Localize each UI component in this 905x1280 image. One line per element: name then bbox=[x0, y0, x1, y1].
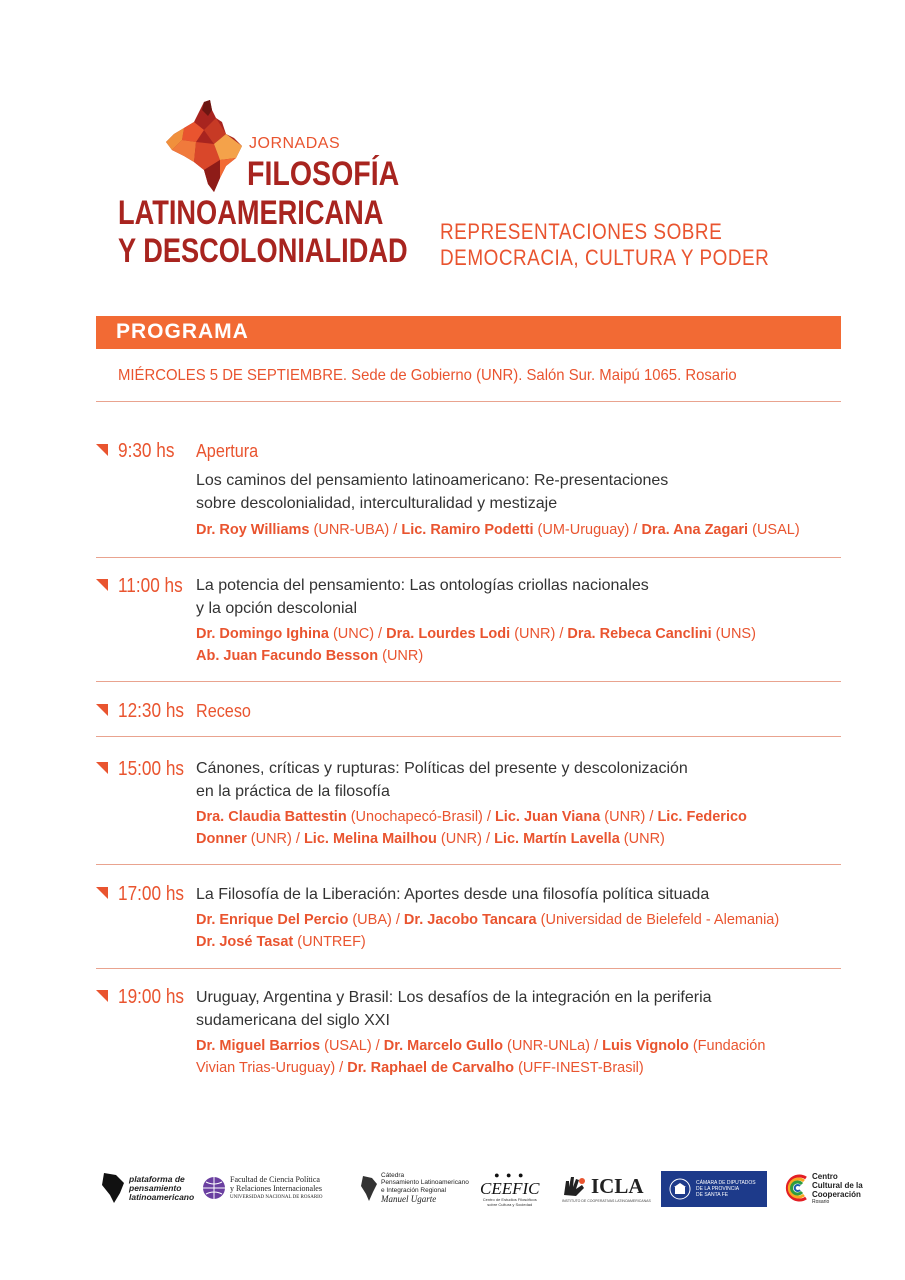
speaker-name: Dra. Claudia Battestin bbox=[196, 809, 347, 825]
logo-camara bbox=[661, 1171, 767, 1207]
talk-title-line: La Filosofía de la Liberación: Aportes desde una filosofía política situada bbox=[196, 886, 710, 903]
speaker-affiliation: (UNR) bbox=[619, 831, 665, 847]
logo-text: DE LA PROVINCIA bbox=[696, 1186, 740, 1192]
talk-title-line: sobre descolonialidad, interculturalidad y mestizaje bbox=[196, 495, 558, 512]
event-subtitle-line-2: DEMOCRACIA, CULTURA Y PODER bbox=[440, 245, 770, 270]
speaker-affiliation: (Unochapecó-Brasil) / bbox=[346, 809, 495, 825]
talk-title bbox=[196, 574, 816, 620]
speaker-affiliation: (UNR) bbox=[378, 648, 424, 664]
speaker-affiliation: (UNTREF) bbox=[293, 934, 366, 950]
talk-title bbox=[196, 469, 816, 515]
logo-text: plataforma de bbox=[129, 1173, 185, 1184]
speaker-line bbox=[196, 806, 836, 828]
speaker-affiliation: (UNR) / bbox=[246, 831, 304, 847]
date-venue-line: MIÉRCOLES 5 DE SEPTIEMBRE. Sede de Gobierno (UNR). Salón Sur. Maipú 1065. Rosario bbox=[118, 367, 737, 384]
logo-text: Cátedra bbox=[381, 1171, 405, 1179]
triangle-marker-icon bbox=[96, 704, 108, 716]
logo-text: UNIVERSIDAD NACIONAL DE ROSARIO bbox=[230, 1194, 323, 1200]
speaker-affiliation: (Universidad de Bielefeld - Alemania) bbox=[536, 912, 780, 928]
speaker-line bbox=[196, 931, 836, 953]
latin-america-mosaic-logo bbox=[164, 100, 244, 192]
logo-text: Facultad de Ciencia Política bbox=[230, 1174, 320, 1184]
speaker-line bbox=[196, 828, 836, 850]
logo-text: Cultural de la bbox=[812, 1180, 863, 1190]
building-icon bbox=[669, 1178, 691, 1200]
speaker-name: Dr. José Tasat bbox=[196, 934, 294, 950]
speakers bbox=[196, 623, 836, 667]
talk-title-line: Uruguay, Argentina y Brasil: Los desafíos de la integración en la periferia bbox=[196, 989, 712, 1006]
session-time: 9:30 hs bbox=[118, 440, 175, 462]
triangle-marker-icon bbox=[96, 579, 108, 591]
speaker-line bbox=[196, 909, 836, 931]
talk-title bbox=[196, 883, 836, 906]
logo-facultad bbox=[202, 1160, 322, 1216]
speaker-name: Lic. Ramiro Podetti bbox=[401, 522, 534, 538]
logo-catedra bbox=[360, 1160, 469, 1216]
speaker-name: Dr. Jacobo Tancara bbox=[403, 912, 537, 928]
event-kicker: JORNADAS bbox=[249, 135, 341, 152]
divider bbox=[96, 864, 841, 865]
speaker-name: Lic. Federico bbox=[657, 809, 747, 825]
triangle-marker-icon bbox=[96, 990, 108, 1002]
speaker-affiliation: (UNS) bbox=[711, 626, 756, 642]
logo-text: Centro bbox=[812, 1171, 838, 1181]
map-icon bbox=[360, 1174, 378, 1202]
speaker-name: Dra. Lourdes Lodi bbox=[386, 626, 511, 642]
speakers bbox=[196, 519, 836, 541]
divider bbox=[96, 557, 841, 558]
speaker-affiliation: Vivian Trias-Uruguay) / bbox=[196, 1060, 348, 1076]
speaker-affiliation: (Fundación bbox=[688, 1038, 766, 1054]
divider bbox=[96, 736, 841, 737]
divider bbox=[96, 401, 841, 402]
dots-icon: ● ● ● bbox=[494, 1169, 526, 1180]
logo-text: pensamiento bbox=[129, 1182, 182, 1193]
speaker-affiliation: (UNC) / bbox=[328, 626, 387, 642]
talk-title-line: sudamericana del siglo XXI bbox=[196, 1012, 390, 1029]
speaker-name: Lic. Juan Viana bbox=[494, 809, 601, 825]
logo-centro-cultural bbox=[784, 1160, 863, 1216]
talk-title-line: Cánones, críticas y rupturas: Políticas del presente y descolonización bbox=[196, 760, 688, 777]
speaker-line bbox=[196, 623, 836, 645]
rainbow-c-icon bbox=[784, 1173, 810, 1203]
speaker-name: Dra. Rebeca Canclini bbox=[567, 626, 712, 642]
talk-title-line: Los caminos del pensamiento latinoamericano: Re-presentaciones bbox=[196, 472, 669, 489]
section-title: Receso bbox=[196, 701, 251, 721]
speaker-name: Dr. Domingo Ighina bbox=[196, 626, 329, 642]
logo-text: Rosario bbox=[812, 1198, 830, 1205]
programa-banner bbox=[96, 316, 841, 349]
speaker-name: Dr. Roy Williams bbox=[196, 522, 310, 538]
logo-icla bbox=[562, 1160, 651, 1216]
logo-text: e Integración Regional bbox=[381, 1186, 447, 1194]
event-title-line-2: LATINOAMERICANA bbox=[118, 194, 384, 232]
globe-icon bbox=[202, 1176, 226, 1200]
logo-text: CÁMARA DE DIPUTADOS bbox=[696, 1180, 756, 1186]
speaker-name: Ab. Juan Facundo Besson bbox=[196, 648, 379, 664]
speaker-affiliation: (UNR) / bbox=[436, 831, 495, 847]
talk-title-line: en la práctica de la filosofía bbox=[196, 783, 390, 800]
speakers bbox=[196, 909, 836, 953]
session-time: 19:00 hs bbox=[118, 986, 184, 1008]
speakers bbox=[196, 806, 836, 850]
hands-icon bbox=[562, 1175, 588, 1197]
speaker-name: Dra. Ana Zagari bbox=[641, 522, 749, 538]
speaker-affiliation: (UNR) / bbox=[510, 626, 568, 642]
sponsor-logos bbox=[96, 1160, 866, 1220]
speaker-name: Lic. Melina Mailhou bbox=[303, 831, 437, 847]
speaker-affiliation: (USAL) / bbox=[320, 1038, 384, 1054]
session-time: 17:00 hs bbox=[118, 883, 184, 905]
talk-title-line: La potencia del pensamiento: Las ontologías criollas nacionales bbox=[196, 577, 649, 594]
event-title-line-1: FILOSOFÍA bbox=[247, 155, 400, 193]
triangle-marker-icon bbox=[96, 762, 108, 774]
logo-plataforma bbox=[100, 1160, 194, 1216]
logo-ceefic bbox=[480, 1160, 540, 1216]
speaker-affiliation: (UBA) / bbox=[348, 912, 404, 928]
speaker-affiliation: (UFF-INEST-Brasil) bbox=[514, 1060, 644, 1076]
programa-label: PROGRAMA bbox=[116, 320, 249, 343]
speaker-line bbox=[196, 1057, 836, 1079]
speaker-affiliation: (UNR-UNLa) / bbox=[503, 1038, 603, 1054]
speaker-affiliation: (UNR-UBA) / bbox=[309, 522, 402, 538]
logo-text: INSTITUTO DE COOPERATIVAS LATINOAMERICANAS bbox=[562, 1198, 651, 1203]
logo-text: Centro de Estudios Filosóficos sobre Cultura y Sociedad bbox=[482, 1196, 537, 1207]
talk-title bbox=[196, 757, 836, 803]
map-icon bbox=[100, 1171, 126, 1205]
speaker-line bbox=[196, 645, 836, 667]
speaker-name: Dr. Marcelo Gullo bbox=[383, 1038, 503, 1054]
logo-text: ICLA bbox=[591, 1173, 644, 1198]
logo-text: Cooperación bbox=[812, 1189, 861, 1199]
talk-title bbox=[196, 986, 836, 1032]
speaker-affiliation: (USAL) bbox=[748, 522, 800, 538]
triangle-marker-icon bbox=[96, 444, 108, 456]
divider bbox=[96, 968, 841, 969]
speaker-affiliation: (UNR) / bbox=[600, 809, 658, 825]
session-time: 12:30 hs bbox=[118, 700, 184, 722]
session-time: 11:00 hs bbox=[118, 575, 183, 597]
triangle-marker-icon bbox=[96, 887, 108, 899]
speaker-name: Donner bbox=[196, 831, 247, 847]
speaker-line bbox=[196, 519, 836, 541]
speaker-name: Dr. Raphael de Carvalho bbox=[347, 1060, 515, 1076]
event-title-line-3: Y DESCOLONIALIDAD bbox=[118, 232, 408, 270]
speaker-name: Dr. Miguel Barrios bbox=[196, 1038, 321, 1054]
speaker-line bbox=[196, 1035, 836, 1057]
speakers bbox=[196, 1035, 836, 1079]
logo-text: CEEFIC bbox=[480, 1178, 540, 1198]
logo-text: y Relaciones Internacionales bbox=[230, 1183, 322, 1193]
logo-text: latinoamericano bbox=[129, 1191, 195, 1202]
speaker-name: Luis Vignolo bbox=[602, 1038, 689, 1054]
speaker-name: Dr. Enrique Del Percio bbox=[196, 912, 349, 928]
speaker-affiliation: (UM-Uruguay) / bbox=[533, 522, 642, 538]
logo-text: Manuel Ugarte bbox=[381, 1194, 437, 1205]
logo-text: Pensamiento Latinoamericano bbox=[381, 1179, 469, 1187]
talk-title-line: y la opción descolonial bbox=[196, 600, 357, 617]
logo-text: DE SANTA FE bbox=[696, 1192, 729, 1198]
divider bbox=[96, 681, 841, 682]
event-subtitle-line-1: REPRESENTACIONES SOBRE bbox=[440, 219, 723, 244]
section-title: Apertura bbox=[196, 441, 259, 461]
session-time: 15:00 hs bbox=[118, 758, 184, 780]
speaker-name: Lic. Martín Lavella bbox=[494, 831, 620, 847]
